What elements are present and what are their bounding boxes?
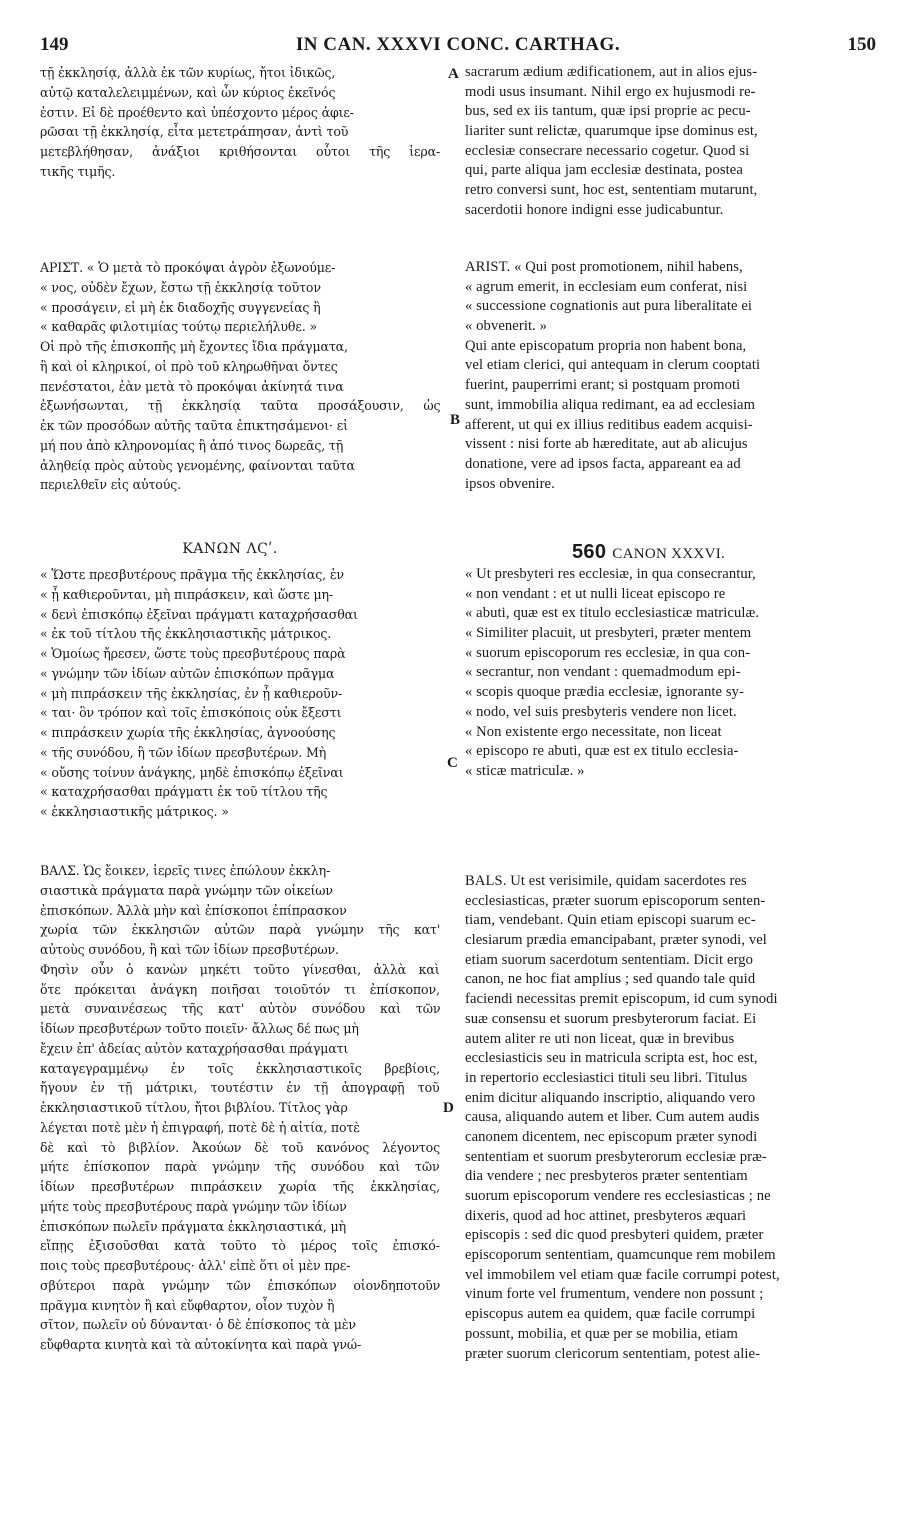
text-line: τῇ ἐκκλησίᾳ, ἀλλὰ ἐκ τῶν κυρίως, ἤτοι ἰδικῶς, xyxy=(40,65,336,80)
text-line: causa, aliquando autem et liber. Cum autem audis xyxy=(465,1109,760,1126)
text-line: retro conversi sunt, hoc est, sententiam mutarunt, xyxy=(465,182,758,199)
page-number-right: 150 xyxy=(847,34,876,55)
text-line: ἐξωνήσωνται, τῇ ἐκκλησίᾳ ταῦτα προσάξουσιν, ὡς xyxy=(40,398,440,414)
text-line: ARIST. « Qui post promotionem, nihil habens, xyxy=(465,259,743,275)
text-line: ipsos obvenire. xyxy=(465,475,555,492)
text-line: ἐπισκόπων. Ἀλλὰ μὴν καὶ ἐπίσκοποι ἐπίπρασκον xyxy=(40,902,347,918)
greek-canon-heading: ΚΑΝΩΝ ΛϚʹ. xyxy=(182,541,278,557)
latin-commentary-continuation xyxy=(465,63,869,221)
text-line: « δενὶ ἐπισκόπῳ ἐξεῖναι πράγματι καταχρήσασθαι xyxy=(40,606,358,622)
text-line: « ται· ὃν τρόπον καὶ τοῖς ἐπισκόποις οὐκ ἔξεστι xyxy=(40,705,342,721)
text-line: « Ut presbyteri res ecclesiæ, in qua consecrantur, xyxy=(465,566,756,582)
text-line: πενέστατοι, ἐὰν μετὰ τὸ προκόψαι ἀκίνητά τινα xyxy=(40,378,344,394)
text-line: πρᾶγμα κινητὸν ἢ καὶ εὔφθαρτον, οἷον τυχὸν ἢ xyxy=(40,1297,335,1313)
running-title: IN CAN. XXXVI CONC. CARTHAG. xyxy=(295,34,621,55)
text-line: fuerint, pauperrimi erant; si postquam promoti xyxy=(465,377,741,394)
text-line: episcopus autem ea quidem, quæ facile corrumpi xyxy=(465,1306,756,1323)
text-line: suæ consensu et suorum presbyterorum faciat. Ei xyxy=(465,1010,757,1027)
text-line: ἔχειν ἐπ' ἀδείας αὐτὸν καταχρήσασθαι πράγματι xyxy=(40,1040,349,1056)
text-line: vel etiam clerici, qui antequam in clerum cooptati xyxy=(465,357,761,374)
text-line: vel immobilem vel etiam quæ facile corrumpi potest, xyxy=(465,1266,780,1283)
text-line: καταγεγραμμένῳ ἐν τοῖς ἐκκλησιαστικοῖς βρεβίοις, xyxy=(40,1060,440,1076)
text-line: ἐπισκόπων πωλεῖν πράγματα ἐκκλησιαστικά, μὴ xyxy=(40,1218,346,1234)
text-line: afferent, ut qui ex illius reditibus eadem acquisi- xyxy=(465,416,753,433)
text-line: « καταχρήσασθαι πράγματι ἐκ τοῦ τίτλου τῆς xyxy=(40,784,328,800)
text-line: « obvenerit. » xyxy=(465,318,548,335)
text-line: « secrantur, non vendant : quemadmodum epi- xyxy=(465,664,741,681)
text-line: in repertorio ecclesiastici tituli seu libri. Titulus xyxy=(465,1069,748,1086)
text-line: « ἐκκλησιαστικῆς μάτρικος. » xyxy=(40,804,229,819)
text-line: « episcopo re abuti, quæ est ex titulo ecclesia- xyxy=(465,743,739,760)
text-line: σιαστικὰ πράγματα παρὰ γνώμην τῶν οἰκείων xyxy=(40,882,333,898)
text-line: canonem dicentem, nec episcopum præter synodi xyxy=(465,1128,758,1145)
text-line: faciendi necessitas premit episcopum, id cum synodi xyxy=(465,991,778,1008)
greek-commentary-continuation xyxy=(40,63,440,182)
text-line: ΒΑΛΣ. Ὡς ἔοικεν, ἱερεῖς τινες ἐπώλουν ἐκκλη- xyxy=(40,863,331,878)
text-line: dia vendere ; nec presbyteros præter sententiam xyxy=(465,1168,748,1185)
text-line: « γνώμην τῶν ἰδίων αὐτῶν ἐπισκόπων πρᾶγμα xyxy=(40,665,335,681)
text-line: « οὔσης τοίνυν ἀνάγκης, μηδὲ ἐπισκόπῳ ἐξεῖναι xyxy=(40,764,344,780)
text-line: μή που ἀπὸ κληρονομίας ἢ ἀπό τινος δωρεᾶς, τῇ xyxy=(40,437,344,453)
text-line: canon, ne hoc fiat amplius ; sed quando tale quid xyxy=(465,971,756,988)
margin-mark-a: A xyxy=(448,66,459,82)
text-line: præter suorum clericorum sententiam, potest alie- xyxy=(465,1345,761,1362)
text-line: sententiam et suorum presbyterorum ecclesiæ præ- xyxy=(465,1148,767,1165)
text-line: « καθαρᾶς φιλοτιμίας τούτῳ περιελήλυθε. » xyxy=(40,319,317,335)
text-line: dixeris, quod ad hoc attinet, presbyteros æquari xyxy=(465,1207,747,1224)
text-line: Φησὶν οὖν ὁ κανὼν μηκέτι τοῦτο γίνεσθαι, ἀλλὰ καὶ xyxy=(40,961,440,977)
text-line: bus, sed ex iis tantum, quæ ipsi proprie ac pecu- xyxy=(465,103,751,120)
text-line: etiam suorum sacerdotum sententiam. Dicit ergo xyxy=(465,951,754,968)
text-line: possunt, mobilia, et quæ per se mobilia, etiam xyxy=(465,1325,738,1342)
text-line: enim dicitur aliquando inscriptio, aliquando vero xyxy=(465,1089,756,1106)
text-line: « νος, οὐδὲν ἔχων, ἔστω τῇ ἐκκλησίᾳ τοῦτον xyxy=(40,279,321,295)
text-line: « nodo, vel suis presbyteris vendere non licet. xyxy=(465,703,737,720)
text-line: ecclesiasticis seu in matricula scripta est, hoc est, xyxy=(465,1050,758,1067)
text-line: « Non existente ergo necessitate, non liceat xyxy=(465,723,722,740)
text-line: « sticæ matriculæ. » xyxy=(465,762,585,779)
latin-canon-heading xyxy=(572,541,725,564)
text-line: « non vendant : et ut nulli liceat episcopo re xyxy=(465,585,726,602)
running-head xyxy=(40,34,876,58)
text-line: ΑΡΙΣΤ. « Ὁ μετὰ τὸ προκόψαι ἀγρὸν ἐξωνούμε- xyxy=(40,260,336,275)
text-line: sacerdotii honore indigni esse judicabuntur. xyxy=(465,201,724,218)
text-line: μήτε τοὺς πρεσβυτέρους παρὰ γνώμην τῶν ἰδίων xyxy=(40,1198,347,1214)
text-line: ἐκ τῶν προσόδων αὐτῆς ταῦτα ἐπικτησάμενοι· εἰ xyxy=(40,418,348,433)
greek-aristenus-commentary xyxy=(40,258,440,495)
text-line: autem aliter re uti non liceat, quæ in brevibus xyxy=(465,1030,735,1047)
text-line: « scopis quoque prædia ecclesiæ, ignorante sy- xyxy=(465,684,744,701)
text-line: « Ὁμοίως ἤρεσεν, ὥστε τοὺς πρεσβυτέρους παρὰ xyxy=(40,646,346,661)
text-line: « ἐκ τοῦ τίτλου τῆς ἐκκλησιαστικῆς μάτρικος. xyxy=(40,626,332,642)
text-line: αὐτῷ καταλελειμμένων, καὶ ὧν κύριος ἐκεῖνός xyxy=(40,84,336,100)
text-line: « abuti, quæ est ex titulo ecclesiasticæ matriculæ. xyxy=(465,605,760,622)
text-line: περιελθεῖν εἰς αὐτούς. xyxy=(40,477,181,493)
text-line: Qui ante episcopatum propria non habent bona, xyxy=(465,337,747,354)
text-line: ποις τοὺς πρεσβυτέρους· ἀλλ' εἰπὲ ὅτι οἱ μὲν πρε- xyxy=(40,1258,351,1273)
text-line: sacrarum ædium ædificationem, aut in alios ejus- xyxy=(465,64,758,80)
text-line: ἢ καὶ οἱ κληρικοί, οἱ πρὸ τοῦ κληρωθῆναι ὄντες xyxy=(40,358,338,374)
text-line: ὅτε πρόκειται ἀνάγκη ποιῆσαι τοιοῦτόν τι ἐπίσκοπον, xyxy=(40,981,440,997)
text-line: clesiarum prædia emancipabant, præter synodi, vel xyxy=(465,932,767,949)
text-line: ἰδίων πρεσβυτέρων πιπράσκειν χωρία τῆς ἐκκλησίας, xyxy=(40,1179,440,1194)
page-number-left: 149 xyxy=(40,34,69,55)
text-line: ἀληθείᾳ πρὸς αὐτοὺς γενομένης, φαίνονται ταῦτα xyxy=(40,457,355,473)
latin-canon-text xyxy=(465,565,869,782)
text-line: εἴπῃς ἐξισοῦσθαι κατὰ τοῦτο τὸ μέρος τοῖς ἐπισκό- xyxy=(40,1238,440,1254)
text-line: ρῶσαι τῇ ἐκκλησίᾳ, εἶτα μετετράπησαν, ἀντὶ τοῦ xyxy=(40,124,349,140)
text-line: « Ὥστε πρεσβυτέρους πρᾶγμα τῆς ἐκκλησίας, ἐν xyxy=(40,567,344,582)
text-line: « προσάγειν, εἰ μὴ ἐκ διαδοχῆς συγγενείας ἢ xyxy=(40,299,321,315)
margin-mark-c: C xyxy=(447,755,458,771)
text-line: « πιπράσκειν χωρία τῆς ἐκκλησίας, ἀγνοούσης xyxy=(40,725,336,740)
text-line: sunt, immobilia aliqua redimant, ea ad ecclesiam xyxy=(465,396,756,413)
latin-balsamon-commentary xyxy=(465,872,869,1364)
text-line: σβύτεροι παρὰ γνώμην τῶν ἐπισκόπων οἱονδηποτοῦν xyxy=(40,1277,440,1293)
text-line: suorum episcoporum vendere res ecclesiasticas ; ne xyxy=(465,1188,771,1204)
text-line: modi usus insumant. Nihil ergo ex hujusmodi re- xyxy=(465,83,756,100)
text-line: ecclesiæ consecrare necessario cogetur. Quod si xyxy=(465,142,750,159)
text-line: tiam, vendebant. Quin etiam episcopi suarum ec- xyxy=(465,912,756,929)
text-line: αὐτοὺς συνόδου, ἢ καὶ τῶν ἰδίων πρεσβυτέρων. xyxy=(40,942,339,957)
text-line: Οἱ πρὸ τῆς ἐπισκοπῆς μὴ ἔχοντες ἴδια πράγματα, xyxy=(40,339,348,354)
text-line: λέγεται ποτὲ μὲν ἡ ἐπιγραφή, ποτὲ δὲ ἡ αἰτία, ποτὲ xyxy=(40,1119,360,1135)
text-line: χωρία τῶν ἐκκλησιῶν αὐτῶν παρὰ γνώμην τῆς κατ' xyxy=(40,922,440,938)
text-line: « suorum episcoporum res ecclesiæ, in qua con- xyxy=(465,644,751,661)
text-line: « successione cognationis aut pura liberalitate ei xyxy=(465,298,753,315)
text-line: « ᾗ καθιεροῦνται, μὴ πιπράσκειν, καὶ ὥστε μη- xyxy=(40,586,334,602)
text-line: qui, parte aliqua jam ecclesiæ destinata, postea xyxy=(465,162,743,179)
text-line: ἰδίων πρεσβυτέρων τοῦτο ποιεῖν· ἄλλως δέ πως μὴ xyxy=(40,1021,359,1036)
text-line: vinum forte vel frumentum, vendere non possunt ; xyxy=(465,1286,764,1303)
text-line: « τῆς συνόδου, ἢ τῶν ἰδίων πρεσβυτέρων. Μὴ xyxy=(40,744,327,760)
margin-mark-b: B xyxy=(450,412,461,428)
text-line: ἐστιν. Εἰ δὲ προέθεντο καὶ ὑπέσχοντο μέρος ἀφιε- xyxy=(40,104,354,120)
text-line: σῖτον, πωλεῖν οὐ δύνανται· ὁ δὲ ἐπίσκοπος τὰ μὲν xyxy=(40,1317,356,1333)
text-line: « agrum emerit, in ecclesiam eum conferat, nisi xyxy=(465,278,748,295)
text-line: episcopis : sed dic quod presbyteri quidem, præter xyxy=(465,1227,764,1244)
text-line: BALS. Ut est verisimile, quidam sacerdotes res xyxy=(465,873,747,889)
text-line: « μὴ πιπράσκειν τῆς ἐκκλησίας, ἐν ᾗ καθιεροῦν- xyxy=(40,685,343,701)
text-line: vissent : nisi forte ab hæreditate, aut ab alicujus xyxy=(465,436,748,453)
greek-balsamon-commentary xyxy=(40,861,440,1355)
text-line: liariter sunt relictæ, quarumque ipse dominus est, xyxy=(465,123,758,140)
column-number: 560 xyxy=(572,541,607,563)
text-line: donatione, vere ad ipsos facta, appareant ea ad xyxy=(465,455,741,472)
text-line: episcoporum sententiam, quamcunque rem mobilem xyxy=(465,1247,776,1264)
latin-canon-label: CANON XXXVI. xyxy=(612,546,726,562)
text-line: μήτε ἐπίσκοπον παρὰ γνώμην τῆς συνόδου καὶ τῶν xyxy=(40,1159,440,1175)
text-line: μετεβλήθησαν, ἀνάξιοι κριθήσονται οὗτοι τῆς ἱερα- xyxy=(40,144,440,159)
text-line: δὲ καὶ τὸ βιβλίον. Ἀκούων δὲ τοῦ κανόνος λέγοντος xyxy=(40,1139,440,1155)
text-line: ecclesiasticas, præter suorum episcoporum senten- xyxy=(465,892,766,909)
text-line: ἤγουν ἐν τῇ μάτρικι, τουτέστιν ἐν τῇ ἀπογραφῇ τοῦ xyxy=(40,1080,440,1096)
text-line: μετὰ συναινέσεως τῆς κατ' αὐτὸν συνόδου καὶ τῶν xyxy=(40,1001,440,1017)
text-line: « Similiter placuit, ut presbyteri, præter mentem xyxy=(465,625,752,642)
greek-canon-text xyxy=(40,565,440,822)
text-line: ἐκκλησιαστικοῦ τίτλου, ἤτοι βιβλίου. Τίτλος γὰρ xyxy=(40,1100,348,1115)
text-line: εὔφθαρτα κινητὰ καὶ τὰ αὐτοκίνητα καὶ παρὰ γνώ- xyxy=(40,1337,362,1352)
text-line: τικῆς τιμῆς. xyxy=(40,163,116,179)
latin-aristenus-commentary xyxy=(465,258,869,494)
margin-mark-d: D xyxy=(443,1100,454,1116)
